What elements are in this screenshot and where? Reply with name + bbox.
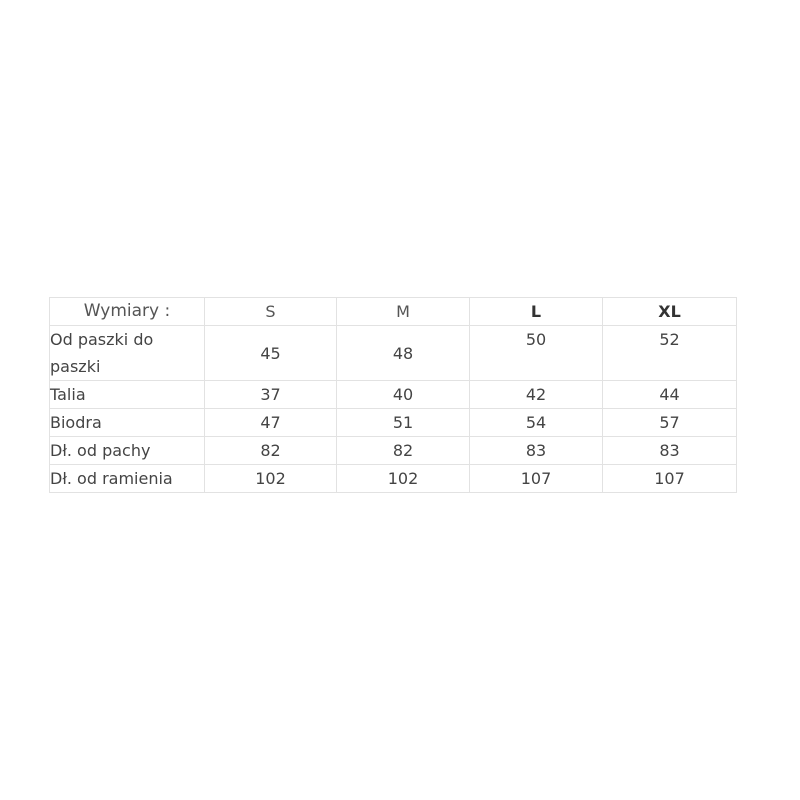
- cell-value: 83: [603, 437, 737, 465]
- row-label: Biodra: [50, 409, 205, 437]
- cell-value: 47: [205, 409, 337, 437]
- header-corner-label: Wymiary :: [50, 298, 205, 326]
- cell-value: 102: [205, 465, 337, 493]
- cell-value: 82: [205, 437, 337, 465]
- size-header-l: L: [470, 298, 603, 326]
- cell-value: 50: [470, 326, 603, 381]
- row-label: Dł. od ramienia: [50, 465, 205, 493]
- cell-value: 57: [603, 409, 737, 437]
- row-label: Talia: [50, 381, 205, 409]
- cell-value: 40: [337, 381, 470, 409]
- cell-value: 48: [337, 326, 470, 381]
- header-row: [50, 298, 737, 326]
- size-chart-table: [49, 297, 737, 493]
- cell-value: 54: [470, 409, 603, 437]
- cell-value: 82: [337, 437, 470, 465]
- cell-value: 42: [470, 381, 603, 409]
- cell-value: 107: [603, 465, 737, 493]
- row-label: Dł. od pachy: [50, 437, 205, 465]
- cell-value: 102: [337, 465, 470, 493]
- cell-value: 51: [337, 409, 470, 437]
- table-row: [50, 437, 737, 465]
- table-row: [50, 381, 737, 409]
- cell-value: 44: [603, 381, 737, 409]
- table-row: [50, 409, 737, 437]
- cell-value: 107: [470, 465, 603, 493]
- row-label: Od paszki do paszki: [50, 326, 205, 381]
- size-header-m: M: [337, 298, 470, 326]
- size-header-s: S: [205, 298, 337, 326]
- table-row: [50, 465, 737, 493]
- cell-value: 83: [470, 437, 603, 465]
- table-row: [50, 326, 737, 381]
- cell-value: 52: [603, 326, 737, 381]
- cell-value: 37: [205, 381, 337, 409]
- size-header-xl: XL: [603, 298, 737, 326]
- cell-value: 45: [205, 326, 337, 381]
